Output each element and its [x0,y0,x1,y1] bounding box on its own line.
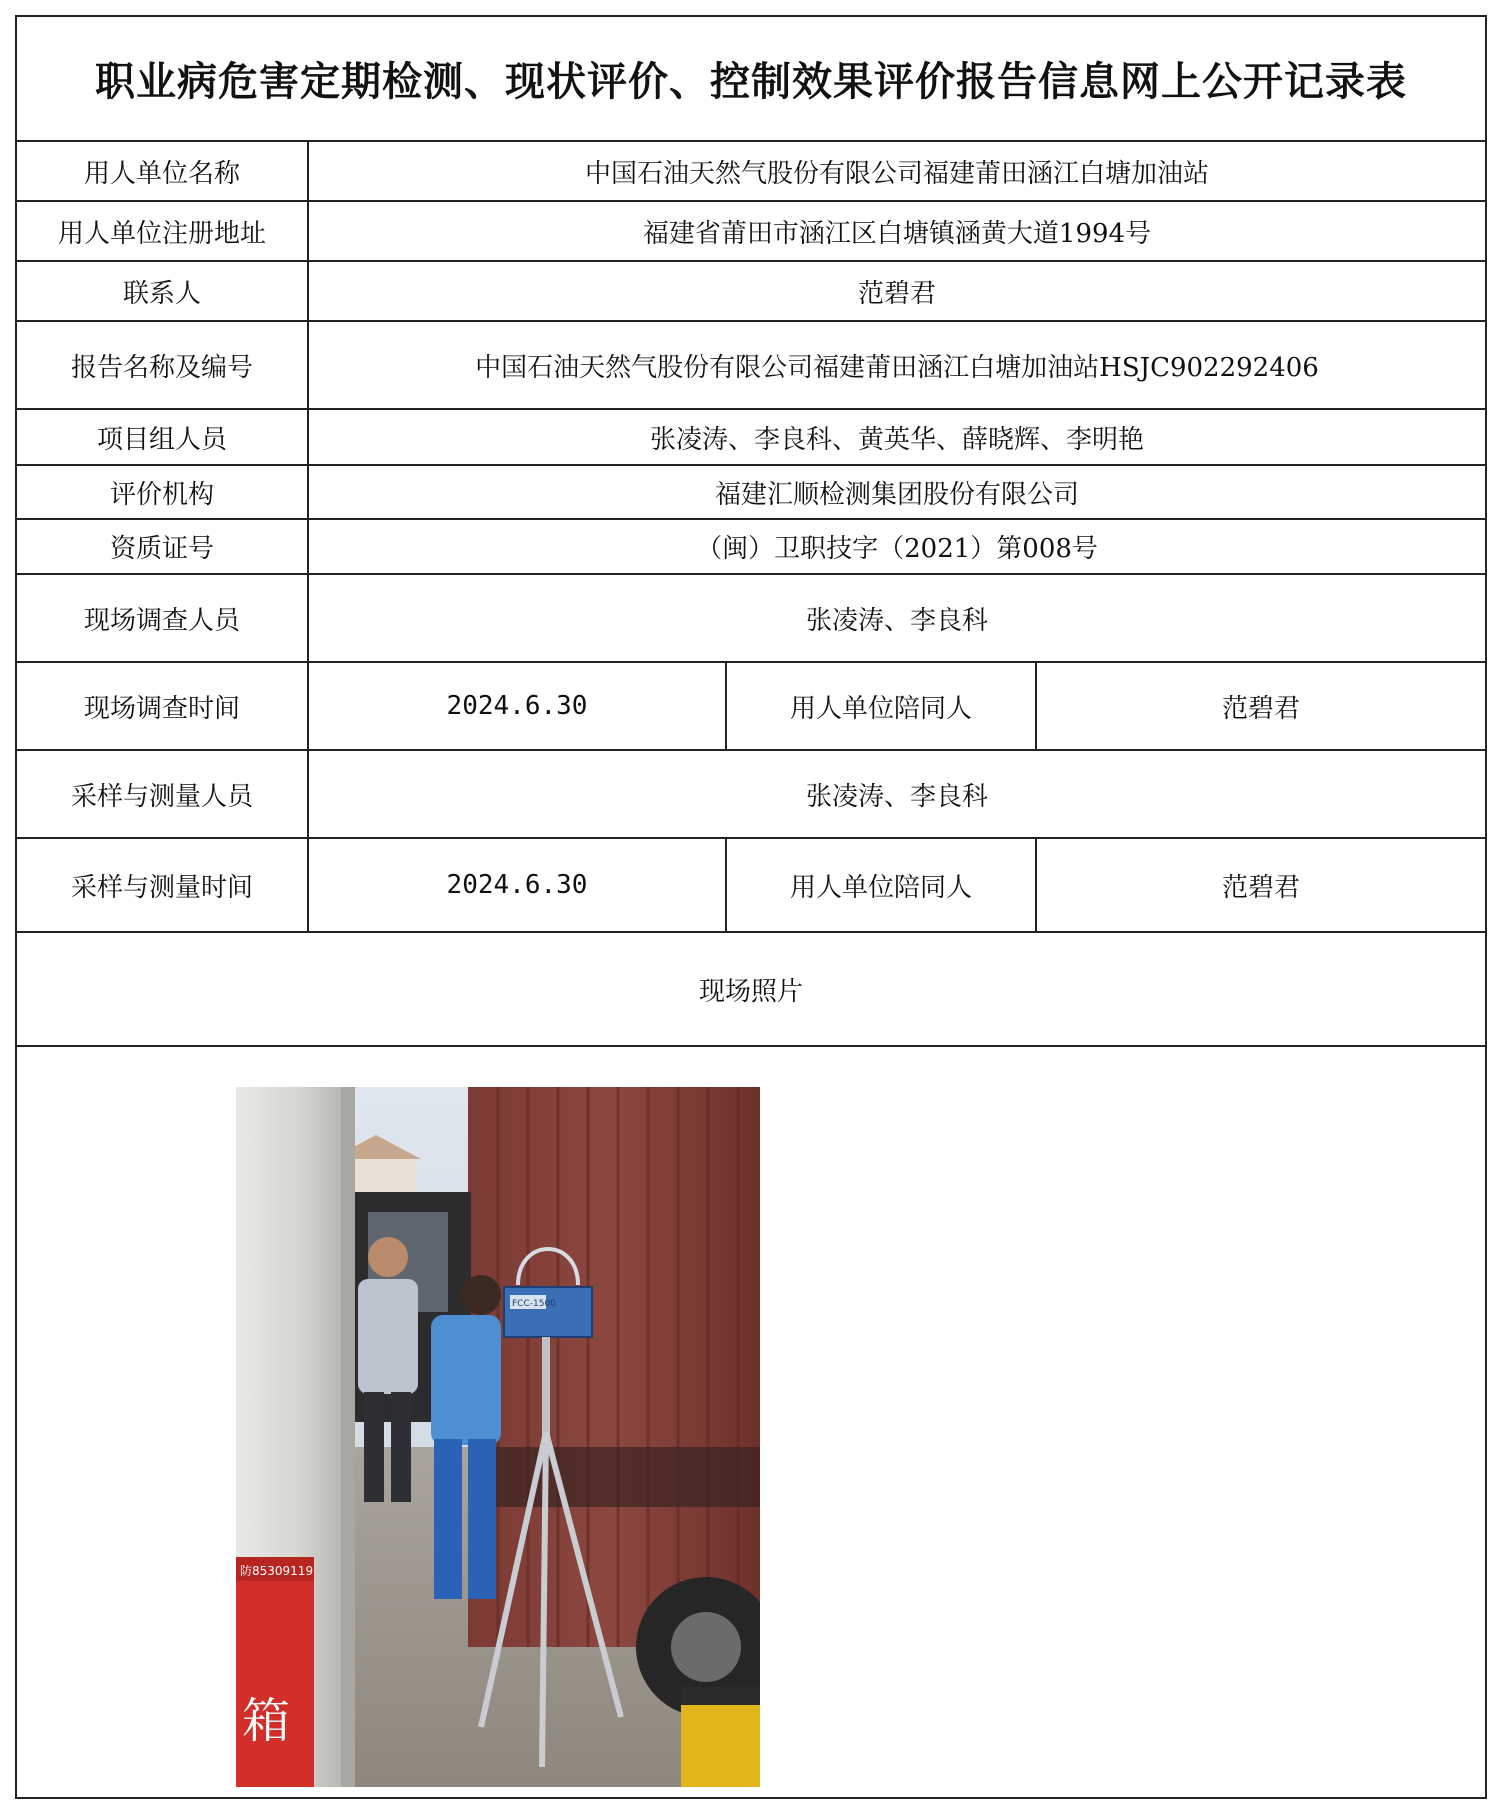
label-sampling-staff: 采样与测量人员 [17,750,308,838]
row-photos [17,932,1485,1046]
value-sampling-time: 2024.6.30 [308,838,726,932]
row-employer-address [17,201,1485,261]
row-team [17,409,1485,465]
value-employer-name: 中国石油天然气股份有限公司福建莆田涵江白塘加油站 [308,141,1485,201]
label-photos: 现场照片 [17,932,1485,1046]
photo-phone-text: 防85309119 [240,1564,314,1578]
value-contact: 范碧君 [308,261,1485,321]
value-agency: 福建汇顺检测集团股份有限公司 [308,465,1485,519]
site-photo [236,1087,760,1787]
photo-box-text: 箱 [242,1693,291,1749]
value-survey-companion: 范碧君 [1036,662,1485,750]
row-sampling-staff [17,750,1485,838]
row-cert [17,519,1485,574]
row-employer-name [17,141,1485,201]
value-employer-address: 福建省莆田市涵江区白塘镇涵黄大道1994号 [308,201,1485,261]
record-table [17,140,1485,1047]
value-survey-time: 2024.6.30 [308,662,726,750]
photo-area [17,1063,1485,1797]
row-sampling-time [17,838,1485,932]
value-survey-staff: 张凌涛、李良科 [308,574,1485,662]
label-sampling-companion: 用人单位陪同人 [726,838,1036,932]
row-survey-time [17,662,1485,750]
record-sheet [15,15,1487,1799]
label-sampling-time: 采样与测量时间 [17,838,308,932]
label-report: 报告名称及编号 [17,321,308,409]
label-contact: 联系人 [17,261,308,321]
value-sampling-companion: 范碧君 [1036,838,1485,932]
label-survey-companion: 用人单位陪同人 [726,662,1036,750]
document-title: 职业病危害定期检测、现状评价、控制效果评价报告信息网上公开记录表 [17,17,1485,142]
value-sampling-staff: 张凌涛、李良科 [308,750,1485,838]
label-employer-address: 用人单位注册地址 [17,201,308,261]
value-cert: （闽）卫职技字（2021）第008号 [308,519,1485,574]
label-survey-time: 现场调查时间 [17,662,308,750]
value-report: 中国石油天然气股份有限公司福建莆田涵江白塘加油站HSJC902292406 [308,321,1485,409]
row-survey-staff [17,574,1485,662]
value-team: 张凌涛、李良科、黄英华、薛晓辉、李明艳 [308,409,1485,465]
label-team: 项目组人员 [17,409,308,465]
photo-device-label: FCC-1500 [512,1299,556,1309]
row-contact [17,261,1485,321]
label-agency: 评价机构 [17,465,308,519]
label-survey-staff: 现场调查人员 [17,574,308,662]
label-employer-name: 用人单位名称 [17,141,308,201]
row-report [17,321,1485,409]
label-cert: 资质证号 [17,519,308,574]
row-agency [17,465,1485,519]
